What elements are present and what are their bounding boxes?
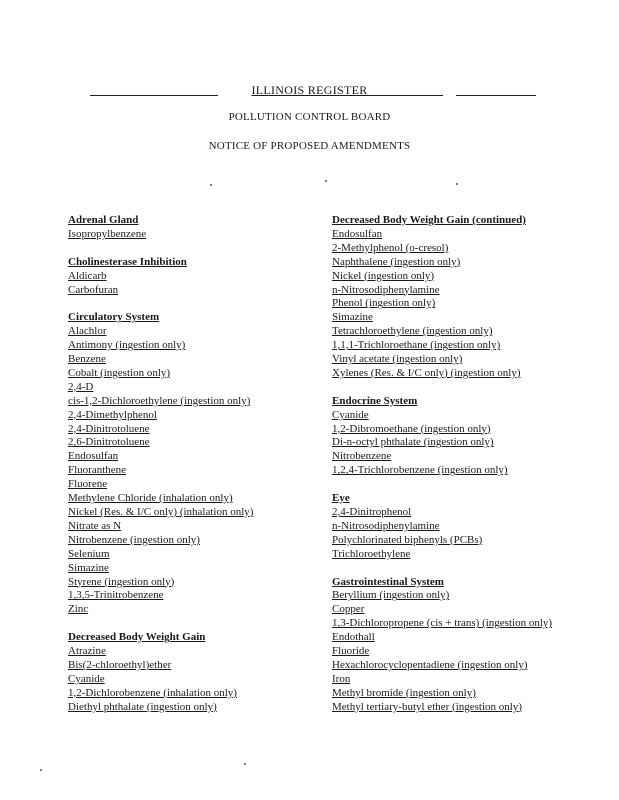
list-item: Benzene [68,353,106,366]
list-item: Naphthalene (ingestion only) [332,255,461,268]
list-item: 1,1,1-Trichloroethane (ingestion only) [332,339,501,352]
list-item: Nickel (Res. & I/C only) (inhalation only) [68,506,254,518]
list-item: 2,4-Dinitrotoluene [68,422,150,435]
list-item: Alachlor [68,325,107,338]
section-heading: Cholinesterase Inhibition [68,255,187,268]
list-item: Nitrobenzene (ingestion only) [68,533,200,546]
list-item: Antimony (ingestion only) [68,339,186,352]
list-item: 1,2,4-Trichlorobenzene (ingestion only) [332,464,508,477]
list-item: 1,2-Dibromoethane (ingestion only) [332,422,491,435]
section-endocrine-system [332,395,582,478]
list-item: Bis(2-chloroethyl)ether [68,658,172,671]
list-item: Nitrobenzene [332,450,392,463]
list-item: Tetrachloroethylene (ingestion only) [332,325,493,338]
list-item: Atrazine [68,645,106,658]
list-item: Endosulfan [68,450,119,463]
list-item: 1,3,5-Trinitrobenzene [68,589,164,602]
notice-title: NOTICE OF PROPOSED AMENDMENTS [208,140,411,152]
list-item: Fluoranthene [68,464,127,477]
list-item: Cobalt (ingestion only) [68,366,171,379]
list-item: Endosulfan [332,227,383,240]
scan-speck [40,769,42,771]
section-heading: Decreased Body Weight Gain (continued) [332,214,526,226]
list-item: 2,6-Dinitrotoluene [68,436,150,449]
list-item: Beryllium (ingestion only) [332,589,450,602]
section-cholinesterase-inhibition [68,256,316,298]
section-heading: Circulatory System [68,311,160,324]
list-item: Endothall [332,631,375,644]
list-item: Hexachlorocyclopentadiene (ingestion only) [332,658,528,671]
section-decreased-body-weight-gain-continued [332,214,582,381]
list-item: Fluorene [68,478,108,491]
list-item: Fluoride [332,645,370,658]
list-item: 1,3-Dichloropropene (cis + trans) (ingestion only) [332,617,553,630]
scan-speck [210,184,212,186]
register-title-wrap [0,83,619,98]
list-item: Vinyl acetate (ingestion only) [332,353,463,366]
list-item: Phenol (ingestion only) [332,297,436,310]
list-item: Di-n-octyl phthalate (ingestion only) [332,436,494,449]
list-item: Methyl tertiary-butyl ether (ingestion only) [332,700,523,713]
scan-speck [244,763,246,765]
list-item: 2,4-Dimethylphenol [68,408,157,421]
list-item: Iron [332,672,351,685]
section-adrenal-gland [68,214,316,242]
board-name: POLLUTION CONTROL BOARD [228,111,391,123]
list-item: Methylene Chloride (inhalation only) [68,492,233,505]
list-item: 1,2-Dichlorobenzene (inhalation only) [68,686,237,699]
section-heading: Decreased Body Weight Gain [68,631,206,644]
section-gastrointestinal-system [332,576,582,715]
list-item: 2,4-D [68,380,94,393]
scan-speck [456,183,458,185]
list-item: 2-Methylphenol (o-cresol) [332,241,449,254]
list-item: Trichloroethylene [332,547,411,560]
list-item: 2,4-Dinitrophenol [332,506,412,518]
register-title: ILLINOIS REGISTER [251,83,368,97]
section-decreased-body-weight-gain [68,631,316,714]
list-item: Isopropylbenzene [68,227,147,240]
list-item: Carbofuran [68,283,119,296]
left-column [68,214,316,728]
list-item: Styrene (ingestion only) [68,575,175,588]
section-circulatory-system [68,311,316,617]
section-heading: Endocrine System [332,394,418,407]
list-item: Polychlorinated biphenyls (PCBs) [332,533,483,546]
list-item: Diethyl phthalate (ingestion only) [68,700,217,713]
list-item: Cyanide [332,408,369,421]
list-item: Aldicarb [68,269,107,282]
section-heading: Adrenal Gland [68,214,139,226]
list-item: Simazine [68,561,109,574]
list-item: Nickel (ingestion only) [332,269,435,282]
list-item: Zinc [68,603,89,616]
list-item: n-Nitrosodiphenylamine [332,283,440,296]
list-item: n-Nitrosodiphenylamine [332,519,440,532]
list-item: Copper [332,603,365,616]
section-heading: Eye [332,492,350,505]
list-item: Xylenes (Res. & I/C only) (ingestion only) [332,366,521,379]
list-item: Nitrate as N [68,519,122,532]
section-eye [332,492,582,562]
section-heading: Gastrointestinal System [332,575,444,588]
list-item: Cyanide [68,672,105,685]
list-item: Selenium [68,547,110,560]
scan-speck [325,180,327,182]
list-item: cis-1,2-Dichloroethylene (ingestion only) [68,394,251,407]
right-column [332,214,582,728]
list-item: Simazine [332,311,373,324]
list-item: Methyl bromide (ingestion only) [332,686,476,699]
